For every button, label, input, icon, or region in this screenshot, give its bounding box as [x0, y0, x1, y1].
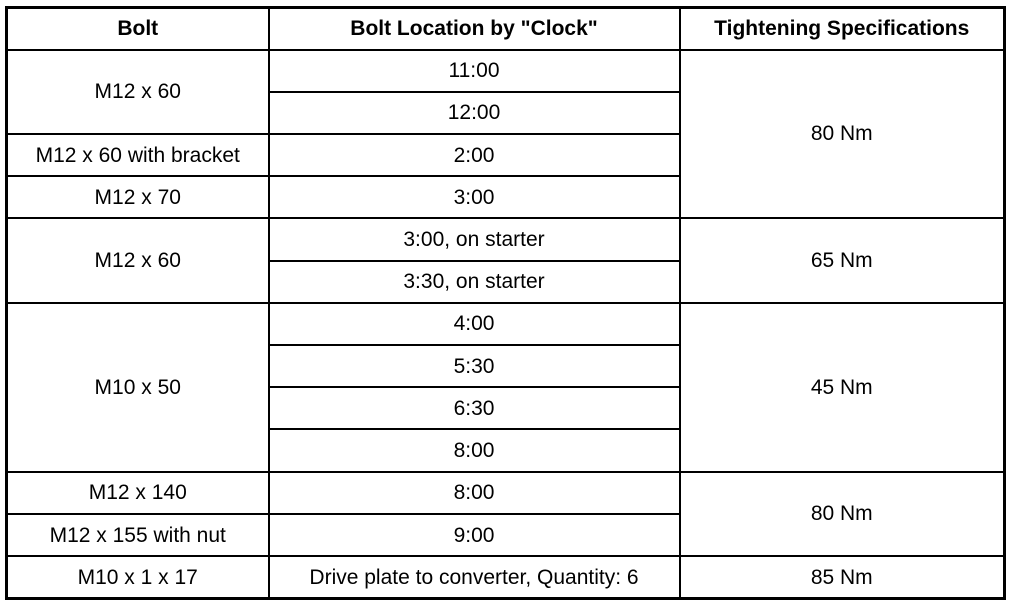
- location-cell: 5:30: [269, 345, 680, 387]
- header-row: [7, 8, 1005, 50]
- location-cell: 8:00: [269, 472, 680, 514]
- location-cell: Drive plate to converter, Quantity: 6: [269, 556, 680, 598]
- location-cell: 3:30, on starter: [269, 261, 680, 303]
- bolt-cell: M10 x 50: [7, 303, 269, 472]
- header-bolt: Bolt: [7, 8, 269, 50]
- header-bolt-location: Bolt Location by "Clock": [269, 8, 680, 50]
- spec-cell: 65 Nm: [680, 218, 1005, 302]
- location-cell: 4:00: [269, 303, 680, 345]
- table-row: [7, 472, 1005, 514]
- location-cell: 2:00: [269, 134, 680, 176]
- bolt-cell: M12 x 60: [7, 218, 269, 302]
- bolt-cell: M12 x 70: [7, 176, 269, 218]
- spec-cell: 80 Nm: [680, 50, 1005, 219]
- table-row: [7, 303, 1005, 345]
- table-row: [7, 218, 1005, 260]
- spec-cell: 85 Nm: [680, 556, 1005, 598]
- location-cell: 9:00: [269, 514, 680, 556]
- location-cell: 8:00: [269, 429, 680, 471]
- spec-cell: 80 Nm: [680, 472, 1005, 556]
- table-row: [7, 50, 1005, 92]
- header-tightening-spec: Tightening Specifications: [680, 8, 1005, 50]
- location-cell: 6:30: [269, 387, 680, 429]
- location-cell: 12:00: [269, 92, 680, 134]
- bolt-cell: M12 x 155 with nut: [7, 514, 269, 556]
- spec-cell: 45 Nm: [680, 303, 1005, 472]
- bolt-cell: M12 x 60: [7, 50, 269, 134]
- tightening-spec-table: [5, 6, 1006, 600]
- bolt-cell: M12 x 140: [7, 472, 269, 514]
- bolt-cell: M10 x 1 x 17: [7, 556, 269, 598]
- location-cell: 3:00: [269, 176, 680, 218]
- location-cell: 3:00, on starter: [269, 218, 680, 260]
- table-row: [7, 556, 1005, 598]
- bolt-cell: M12 x 60 with bracket: [7, 134, 269, 176]
- location-cell: 11:00: [269, 50, 680, 92]
